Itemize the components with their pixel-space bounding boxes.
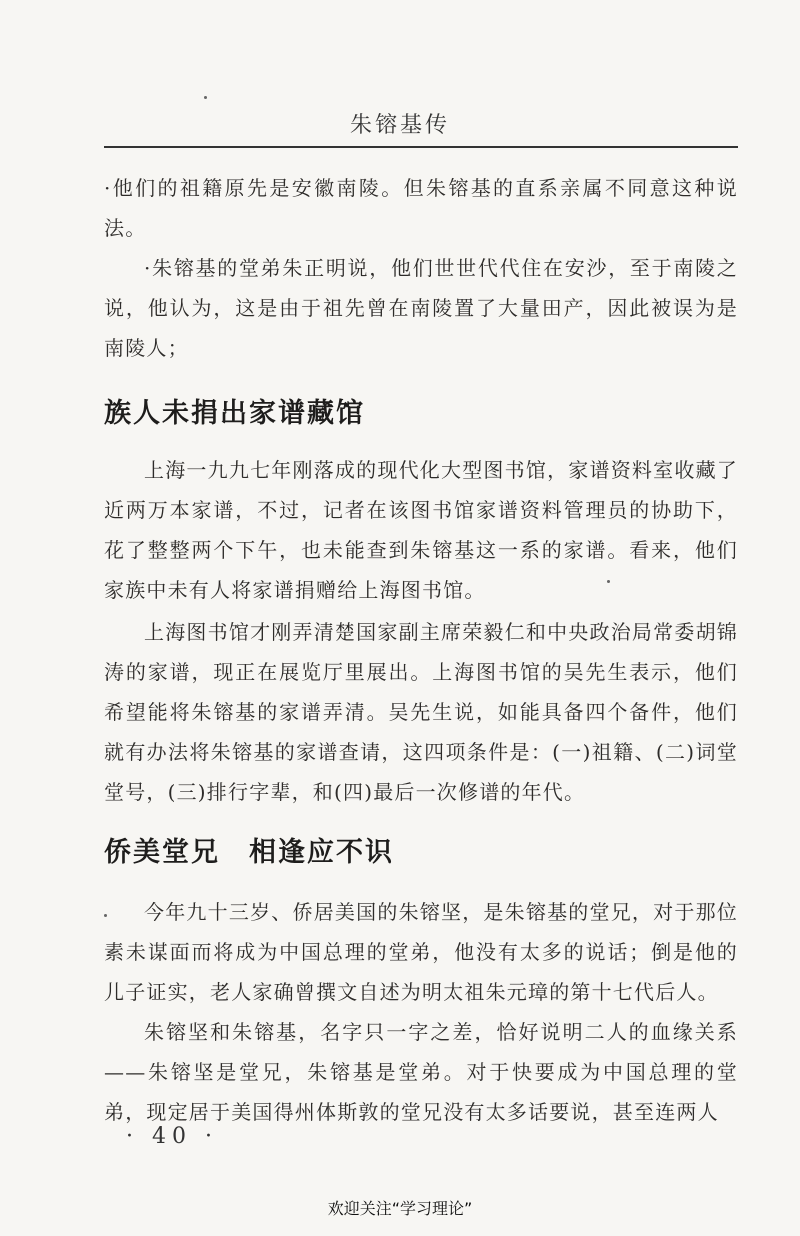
page-number: · 40 ·	[126, 1124, 218, 1149]
footer-note: 欢迎关注“学习理论”	[327, 1199, 473, 1218]
paragraph: 上海一九九七年刚落成的现代化大型图书馆，家谱资料室收藏了近两万本家谱，不过，记者在该图书馆家谱资料管理员的协助下，花了整整两个下午，也未能查到朱镕基这一系的家谱。看来，他们家族中未有人将家谱捐赠给上海图书馆。	[104, 458, 738, 602]
section-heading: 族人未捐出家谱藏馆	[104, 398, 365, 429]
paragraph: ·他们的祖籍原先是安徽南陵。但朱镕基的直系亲属不同意这种说法。	[104, 176, 738, 240]
running-title: 朱镕基传	[349, 113, 450, 138]
paragraph: 上海图书馆才刚弄清楚国家副主席荣毅仁和中央政治局常委胡锦涛的家谱，现正在展览厅里展出。上海图书馆的吴先生表示，他们希望能将朱镕基的家谱弄清。吴先生说，如能具备四个备件，他们就有办法将朱镕基的家谱查请，这四项条件是：(一)祖籍、(二)词堂堂号，(三)排行字辈，和(四)最后一次修谱的年代。	[104, 620, 738, 804]
section-heading: 侨美堂兄 相逢应不识	[104, 837, 394, 868]
paragraph: 今年九十三岁、侨居美国的朱镕坚，是朱镕基的堂兄，对于那位素未谋面而将成为中国总理的堂弟，他没有太多的说话；倒是他的儿子证实，老人家确曾撰文自述为明太祖朱元璋的第十七代后人。	[104, 900, 738, 1004]
paragraph: 朱镕坚和朱镕基，名字只一字之差，恰好说明二人的血缘关系——朱镕坚是堂兄，朱镕基是堂弟。对于快要成为中国总理的堂弟，现定居于美国得州体斯敦的堂兄没有太多话要说，甚至连两人	[104, 1020, 738, 1124]
header-rule	[104, 146, 738, 148]
paragraph: ·朱镕基的堂弟朱正明说，他们世世代代住在安沙，至于南陵之说，他认为，这是由于祖先曾在南陵置了大量田产，因此被误为是南陵人；	[104, 256, 738, 360]
scan-speck	[204, 96, 207, 99]
